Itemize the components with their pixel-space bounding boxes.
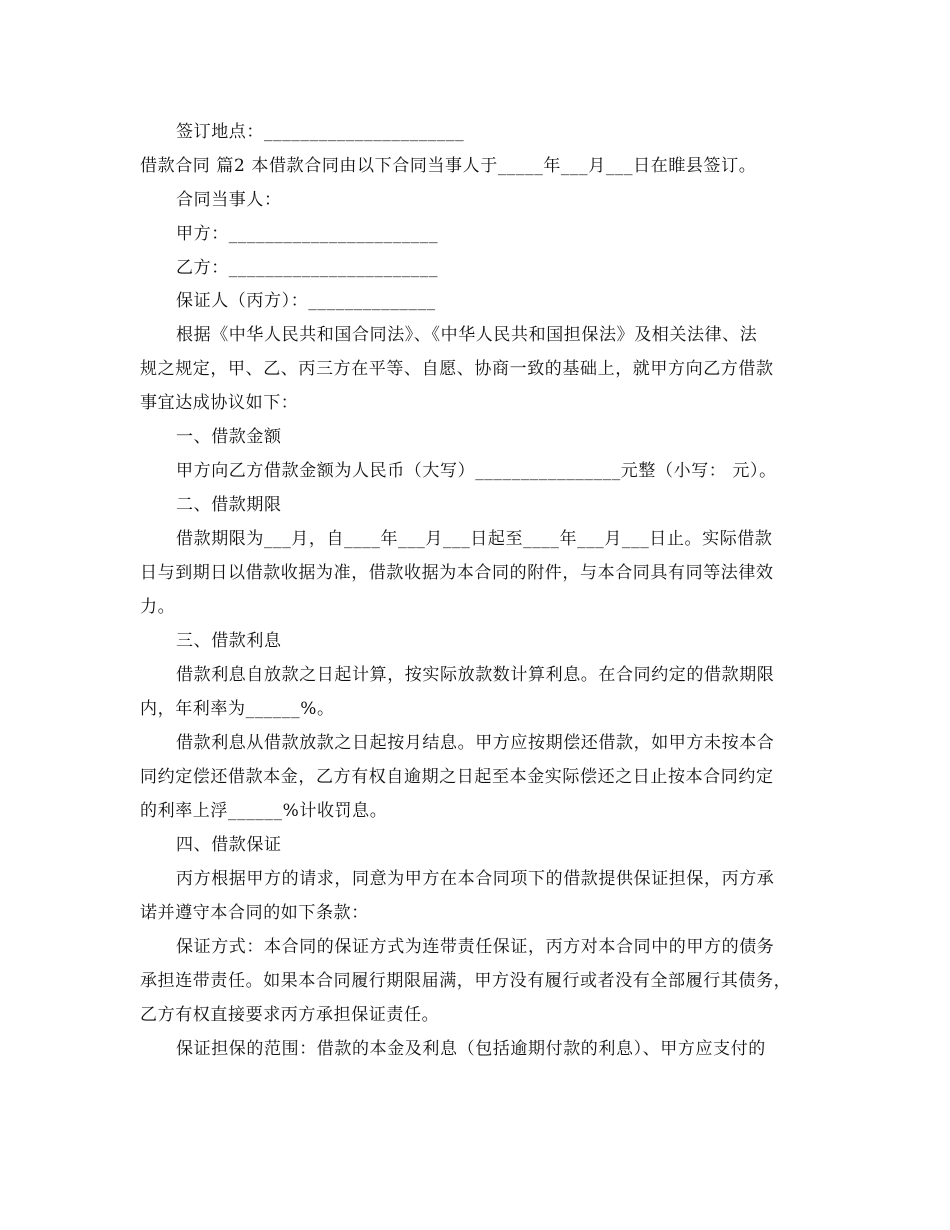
signing-place-line: 签订地点：______________________ (176, 122, 465, 142)
paragraph-line: 乙方有权直接要求丙方承担保证责任。 (140, 1005, 440, 1025)
paragraph-line: 的利率上浮______%计收罚息。 (140, 801, 388, 821)
paragraph-line: 借款利息自放款之日起计算，按实际放款数计算利息。在合同约定的借款期限 (176, 665, 775, 685)
section-heading-guarantee: 四、借款保证 (176, 835, 282, 855)
paragraph-line: 内，年利率为______%。 (140, 699, 335, 719)
paragraph-line: 诺并遵守本合同的如下条款： (140, 903, 369, 923)
guarantor-line: 保证人（丙方）：______________ (176, 291, 436, 311)
paragraph-line: 根据《中华人民共和国合同法》、《中华人民共和国担保法》及相关法律、法 (176, 325, 758, 345)
paragraph-line: 甲方向乙方借款金额为人民币（大写）________________元整（小写： 元）。 (176, 461, 777, 481)
paragraph-line: 同约定偿还借款本金，乙方有权自逾期之日起至本金实际偿还之日止按本合同约定 (140, 767, 774, 787)
party-b-line: 乙方：_______________________ (176, 258, 439, 278)
section-heading-amount: 一、借款金额 (176, 427, 282, 447)
paragraph-line: 承担连带责任。如果本合同履行期限届满，甲方没有履行或者没有全部履行其债务， (140, 971, 792, 991)
paragraph-line: 力。 (140, 597, 176, 617)
paragraph-line: 借款利息从借款放款之日起按月结息。甲方应按期偿还借款，如甲方未按本合 (176, 733, 775, 753)
paragraph-line: 日与到期日以借款收据为准，借款收据为本合同的附件，与本合同具有同等法律效 (140, 563, 774, 583)
paragraph-line: 保证担保的范围：借款的本金及利息（包括逾期付款的利息）、甲方应支付的 (176, 1039, 766, 1059)
parties-heading: 合同当事人： (176, 190, 282, 210)
paragraph-line: 丙方根据甲方的请求，同意为甲方在本合同项下的借款提供保证担保，丙方承 (176, 869, 775, 889)
contract-heading-line: 借款合同 篇2 本借款合同由以下合同当事人于_____年___月___日在睢县签订。 (140, 156, 757, 176)
party-a-line: 甲方：_______________________ (176, 224, 439, 244)
section-heading-term: 二、借款期限 (176, 495, 282, 515)
paragraph-line: 规之规定，甲、乙、丙三方在平等、自愿、协商一致的基础上，就甲方向乙方借款 (140, 359, 774, 379)
paragraph-line: 事宜达成协议如下： (140, 393, 299, 413)
paragraph-line: 借款期限为___月，自____年___月___日起至____年___月___日止。实际借款 (176, 529, 773, 549)
paragraph-line: 保证方式：本合同的保证方式为连带责任保证，丙方对本合同中的甲方的债务 (176, 937, 775, 957)
section-heading-interest: 三、借款利息 (176, 631, 282, 651)
